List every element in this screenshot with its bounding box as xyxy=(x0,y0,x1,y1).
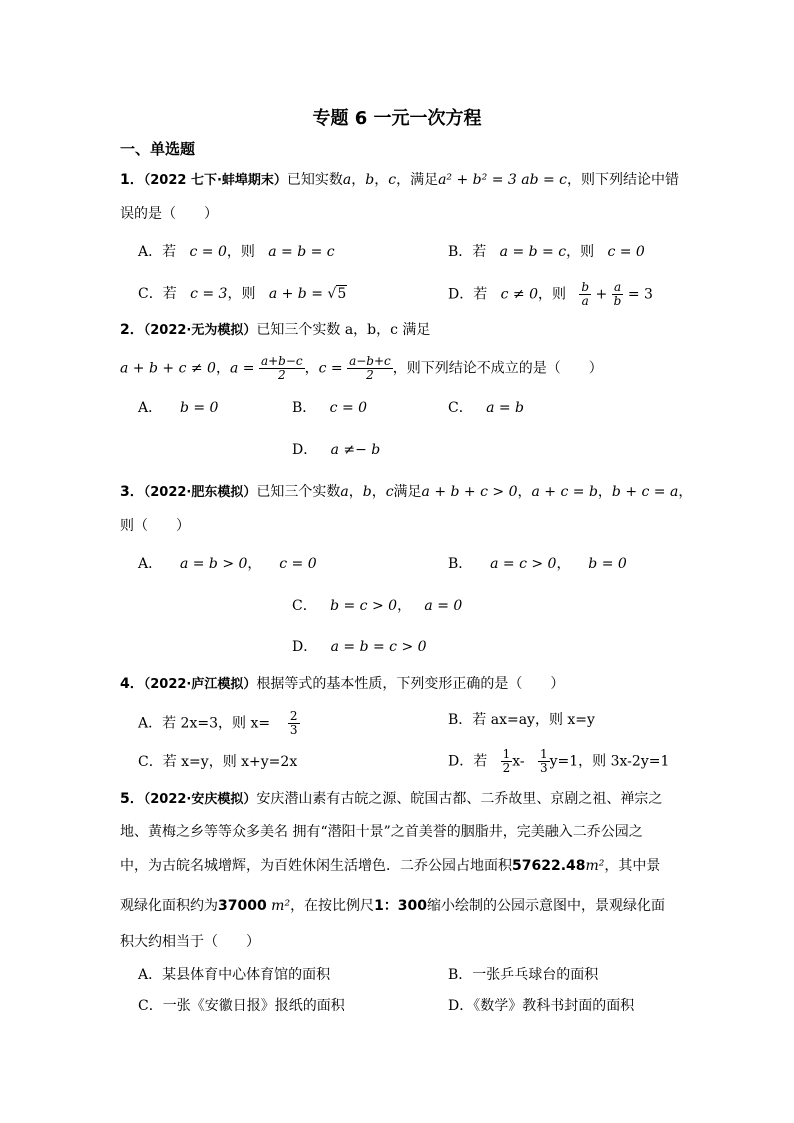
question-source: （2022·庐江模拟） xyxy=(143,677,257,692)
fraction: $\frac{b}{a}$ xyxy=(581,280,590,308)
question-2-stem-cont: a + b + c ≠ 0，a = $\frac{a+b-c}{2}$ ，c = $\frac{a-b+c}{2}$ ，则下列结论不成立的是（ ） xyxy=(120,354,603,382)
section-heading: 一、单选题 xyxy=(120,140,196,158)
question-5-line-2: 地、黄梅之乡等等众多美名 拥有“潜阳十景”之首美誉的胭脂井，完美融入二乔公园之 xyxy=(120,824,643,840)
question-1-option-c[interactable]: C．若 c = 3，则 a + b = √5 xyxy=(138,286,347,302)
question-3-option-c[interactable]: C． b = c > 0， a = 0 xyxy=(292,598,463,614)
question-5-option-d[interactable]: D．《数学》教科书封面的面积 xyxy=(448,998,635,1014)
question-4-stem: 4．（2022·庐江模拟）根据等式的基本性质，下列变形正确的是（ ） xyxy=(120,676,565,692)
question-5-line-5: 积大约相当于（ ） xyxy=(120,934,260,950)
question-1-option-d[interactable]: D．若 c ≠ 0，则 $\frac{b}{a}$ + $\frac{a}{b}$ = 3 xyxy=(448,280,653,308)
question-2-option-b[interactable]: B． c = 0 xyxy=(292,400,368,416)
question-4-option-c[interactable]: C．若 x=y，则 x+y=2x xyxy=(138,754,298,770)
question-5-option-b[interactable]: B．一张乒乓球台的面积 xyxy=(448,967,599,983)
question-3-stem-cont: 则（ ） xyxy=(120,518,190,534)
question-5-line-4: 观绿化面积约为37000 m²，在按比例尺1：300缩小绘制的公园示意图中，景观绿化面 xyxy=(120,898,666,914)
question-2-stem: 2．（2022·无为模拟）已知三个实数 a，b，c 满足 xyxy=(120,322,431,338)
question-source: （2022·肥东模拟） xyxy=(143,485,257,500)
fraction: $\frac{a}{b}$ xyxy=(613,280,622,308)
question-3-stem: 3．（2022·肥东模拟）已知三个实数a，b，c满足a + b + c > 0，a + c = b，b + c = a， xyxy=(120,484,693,500)
question-5-stem: 5．（2022·安庆模拟）安庆潜山素有古皖之源、皖国古都、二乔故里、京剧之祖、禅宗之 xyxy=(120,791,663,807)
question-number: 1． xyxy=(120,172,144,188)
fraction: $\frac{a+b-c}{2}$ xyxy=(260,354,303,382)
fraction: $\frac{2}{3}$ xyxy=(289,709,298,737)
question-2-option-d[interactable]: D． a ≠− b xyxy=(292,442,381,458)
question-number: 5． xyxy=(120,791,144,807)
formula: a² + b² = 3 ab = c xyxy=(438,172,568,188)
question-source: （2022·无为模拟） xyxy=(143,323,257,338)
question-4-option-d[interactable]: D．若 $\frac{1}{2}$ x- $\frac{1}{3}$ y=1，则 3x-2y=1 xyxy=(448,747,670,775)
question-3-option-b[interactable]: B． a = c > 0， b = 0 xyxy=(448,556,627,572)
question-number: 2． xyxy=(120,322,144,338)
question-1-option-a[interactable]: A．若 c = 0，则 a = b = c xyxy=(138,244,335,260)
question-5-line-3: 中，为古皖名城增辉，为百姓休闲生活增色．二乔公园占地面积57622.48m²，其中景 xyxy=(120,858,661,874)
question-4-option-a[interactable]: A．若 2x=3，则 x= $\frac{2}{3}$ xyxy=(138,709,298,737)
question-source: （2022 七下·蚌埠期末） xyxy=(143,173,287,188)
question-1-stem: 1．（2022 七下·蚌埠期末）已知实数a，b，c，满足a² + b² = 3 ab = c，则下列结论中错 xyxy=(120,172,680,188)
question-5-option-a[interactable]: A．某县体育中心体育馆的面积 xyxy=(138,967,331,983)
question-4-option-b[interactable]: B．若 ax=ay，则 x=y xyxy=(448,712,595,728)
question-3-option-d[interactable]: D． a = b = c > 0 xyxy=(292,639,427,655)
question-5-option-c[interactable]: C．一张《安徽日报》报纸的面积 xyxy=(138,998,345,1014)
question-1-stem-cont: 误的是（ ） xyxy=(120,206,218,222)
fraction: $\frac{1}{3}$ xyxy=(539,747,548,775)
question-3-option-a[interactable]: A． a = b > 0， c = 0 xyxy=(138,556,317,572)
question-number: 4． xyxy=(120,676,144,692)
question-2-option-a[interactable]: A． b = 0 xyxy=(138,400,219,416)
question-source: （2022·安庆模拟） xyxy=(143,792,257,807)
sqrt-radicand: 5 xyxy=(337,286,347,302)
fraction: $\frac{1}{2}$ xyxy=(502,747,511,775)
page-title: 专题 6 一元一次方程 xyxy=(312,108,482,129)
question-number: 3． xyxy=(120,484,144,500)
question-1-option-b[interactable]: B．若 a = b = c，则 c = 0 xyxy=(448,244,645,260)
fraction: $\frac{a-b+c}{2}$ xyxy=(349,354,391,382)
question-2-option-c[interactable]: C． a = b xyxy=(448,400,525,416)
